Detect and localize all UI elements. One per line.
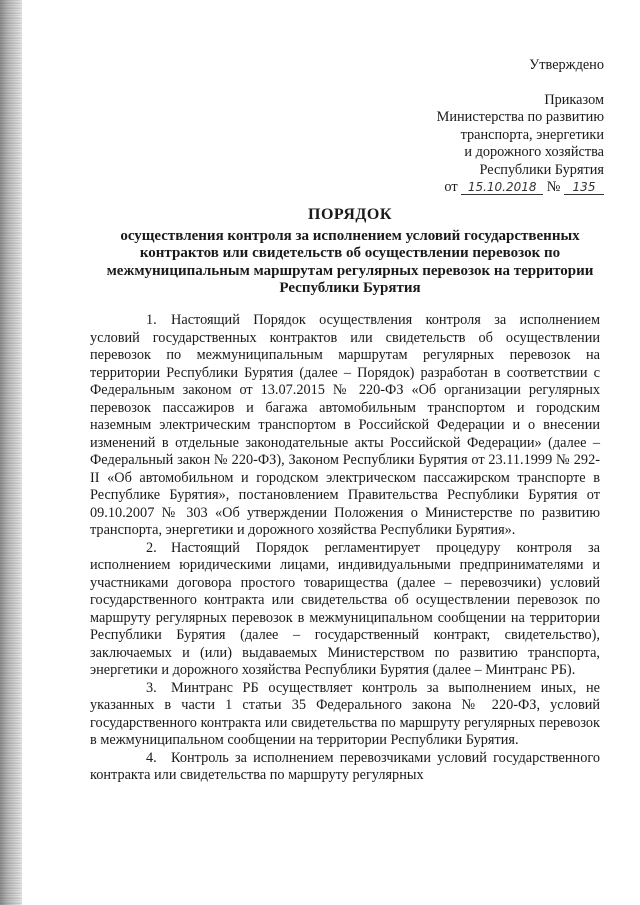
number-sign: № <box>546 179 561 195</box>
scan-edge-shadow <box>0 0 22 905</box>
paragraph-4: 4. Контроль за исполнением перевозчиками условий государственного контракта или свидетельства по маршруту регулярных <box>90 749 600 783</box>
document-body <box>90 312 600 785</box>
order-date-number <box>437 179 604 197</box>
paragraph-3: 3. Минтранс РБ осуществляет контроль за выполнением иных, не указанных в части 1 статьи 35 Федерального закона № 220-ФЗ, условий государственного контракта или свидетельства по маршруту регулярных перевозок в межмуниципальном сообщении на территории Республики Бурятия. <box>90 679 600 748</box>
paragraph-2: 2. Настоящий Порядок регламентирует процедуру контроля за исполнением юридическими лицами, индивидуальными предпринимателями и участниками договора простого товарищества (далее – перевозчики) условий государственного контракта или свидетельства об осуществлении перевозок по маршруту регулярных перевозок в межмуниципальном сообщении на территории Республики Бурятия (далее – государственный контракт, свидетельство), заключаемых и (или) выдаваемых Министерством по развитию транспорта, энергетики и дорожного хозяйства Республики Бурятия (далее – Минтранс РБ). <box>90 539 600 678</box>
title-subtitle: осуществления контроля за исполнением условий государственных контрактов или свидетельств об осуществлении перевозок по межмуниципальным маршрутам регулярных перевозок на территории Республики Бурятия <box>106 227 594 296</box>
approved-label: Утверждено <box>529 57 604 73</box>
ministry-line: Министерства по развитию <box>436 109 604 125</box>
from-prefix: от <box>444 179 458 195</box>
handwritten-number: 135 <box>564 181 604 195</box>
ministry-line: Республики Бурятия <box>479 161 604 178</box>
ministry-line: транспорта, энергетики <box>460 126 604 143</box>
title-heading: ПОРЯДОК <box>308 206 392 223</box>
handwritten-date: 15.10.2018 <box>461 181 543 195</box>
document-title <box>100 206 600 298</box>
approval-block <box>437 57 604 197</box>
order-word: Приказом <box>544 91 604 108</box>
paragraph-1: 1. Настоящий Порядок осуществления контроля за исполнением условий государственных контрактов или свидетельств об осуществлении перевозок по межмуниципальным маршрутам регулярных перевозок на территории Республики Бурятия (далее – Порядок) разработан в соответствии с Федеральным законом от 13.07.2015 № 220-ФЗ «Об организации регулярных перевозок пассажиров и багажа автомобильным транспортом и городским наземным электрическим транспортом в Российской Федерации и о внесении изменений в отдельные законодательные акты Российской Федерации» (далее – Федеральный закон № 220-ФЗ), Законом Республики Бурятия от 23.11.1999 № 292-II «Об автомобильном и городском электрическом пассажирском транспорте в Республике Бурятия», постановлением Правительства Республики Бурятия от 09.10.2007 № 303 «Об утверждении Положения о Министерстве по развитию транспорта, энергетики и дорожного хозяйства Республики Бурятия». <box>90 312 600 538</box>
ministry-line: и дорожного хозяйства <box>464 144 604 160</box>
